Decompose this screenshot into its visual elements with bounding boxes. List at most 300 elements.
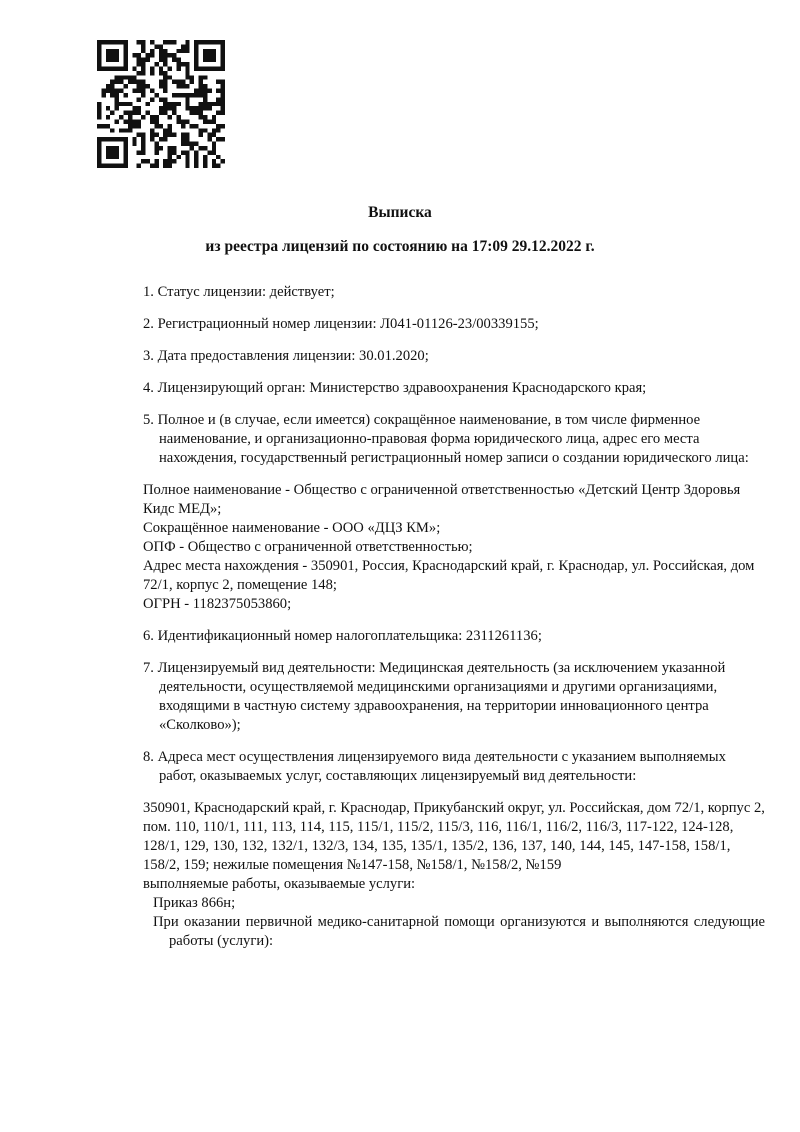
qr-module (128, 80, 132, 84)
qr-module (110, 111, 114, 115)
qr-module (194, 44, 198, 48)
qr-module (190, 111, 194, 115)
qr-module (97, 40, 101, 44)
qr-module (119, 75, 123, 79)
qr-module (159, 137, 163, 141)
works-label: выполняемые работы, оказываемые услуги: (143, 876, 416, 892)
qr-module (221, 97, 225, 101)
qr-module (176, 155, 180, 159)
qr-module (185, 159, 189, 163)
qr-module (159, 106, 163, 110)
qr-module (199, 40, 203, 44)
qr-module (185, 119, 189, 123)
qr-module (199, 66, 203, 70)
qr-module (212, 150, 216, 154)
qr-module (97, 44, 101, 48)
qr-module (115, 89, 119, 93)
qr-module (97, 66, 101, 70)
qr-module (154, 115, 158, 119)
qr-module (106, 137, 110, 141)
qr-module (137, 71, 141, 75)
qr-module (163, 80, 167, 84)
qr-module (97, 150, 101, 154)
qr-module (154, 164, 158, 168)
qr-module (128, 115, 132, 119)
qr-module (123, 84, 127, 88)
qr-module (203, 146, 207, 150)
qr-module (123, 93, 127, 97)
qr-module (106, 58, 110, 62)
qr-module (221, 93, 225, 97)
qr-module (115, 80, 119, 84)
qr-module (110, 66, 114, 70)
qr-module (141, 58, 145, 62)
qr-module (172, 40, 176, 44)
qr-module (163, 40, 167, 44)
qr-module (106, 106, 110, 110)
location-details (143, 799, 765, 951)
qr-module (159, 111, 163, 115)
qr-module (106, 40, 110, 44)
qr-module (172, 80, 176, 84)
qr-module (212, 49, 216, 53)
qr-module (185, 49, 189, 53)
qr-module (185, 155, 189, 159)
qr-module (119, 115, 123, 119)
qr-module (207, 66, 211, 70)
qr-module (115, 58, 119, 62)
qr-module (168, 128, 172, 132)
qr-module (97, 49, 101, 53)
qr-module (123, 49, 127, 53)
qr-module (203, 97, 207, 101)
qr-module (115, 40, 119, 44)
qr-module (163, 71, 167, 75)
qr-module (141, 71, 145, 75)
qr-module (168, 106, 172, 110)
qr-module (141, 133, 145, 137)
qr-module (106, 66, 110, 70)
qr-module (150, 133, 154, 137)
qr-module (106, 155, 110, 159)
qr-module (176, 93, 180, 97)
qr-module (154, 44, 158, 48)
qr-module (194, 66, 198, 70)
qr-module (221, 137, 225, 141)
qr-module (199, 111, 203, 115)
qr-module (216, 66, 220, 70)
qr-module (163, 84, 167, 88)
qr-module (203, 106, 207, 110)
qr-module (212, 119, 216, 123)
qr-module (141, 93, 145, 97)
qr-module (185, 102, 189, 106)
qr-module (194, 111, 198, 115)
qr-module (168, 40, 172, 44)
licensing-authority: 4. Лицензирующий орган: Министерство здравоохранения Краснодарского края; (143, 380, 647, 396)
qr-module (212, 146, 216, 150)
qr-module (159, 146, 163, 150)
qr-module (123, 164, 127, 168)
qr-module (185, 62, 189, 66)
qr-module (190, 124, 194, 128)
qr-module (141, 142, 145, 146)
qr-module (221, 80, 225, 84)
license-reg-number: 2. Регистрационный номер лицензии: Л041-01126-23/00339155; (143, 316, 539, 332)
qr-module (221, 102, 225, 106)
qr-module (176, 62, 180, 66)
qr-module (132, 124, 136, 128)
qr-module (176, 115, 180, 119)
qr-module (216, 155, 220, 159)
qr-module (150, 119, 154, 123)
qr-module (110, 93, 114, 97)
qr-module (190, 80, 194, 84)
qr-module (203, 164, 207, 168)
qr-module (212, 164, 216, 168)
qr-module (101, 137, 105, 141)
qr-module (123, 142, 127, 146)
qr-module (128, 128, 132, 132)
entity-opf: ОПФ - Общество с ограниченной ответственностью; (143, 539, 473, 555)
qr-module (97, 102, 101, 106)
qr-module (168, 53, 172, 57)
qr-module (207, 137, 211, 141)
entity-details (143, 481, 765, 614)
qr-module (176, 119, 180, 123)
qr-module (115, 106, 119, 110)
qr-module (141, 62, 145, 66)
qr-module (185, 93, 189, 97)
qr-module (150, 164, 154, 168)
qr-module (163, 106, 167, 110)
qr-module (194, 93, 198, 97)
qr-module (216, 128, 220, 132)
qr-module (207, 150, 211, 154)
qr-module (212, 53, 216, 57)
qr-module (199, 84, 203, 88)
qr-module (221, 84, 225, 88)
entity-short-name: Сокращённое наименование - ООО «ДЦЗ КМ»; (143, 520, 441, 536)
qr-module (141, 115, 145, 119)
qr-module (141, 150, 145, 154)
qr-module (123, 62, 127, 66)
qr-module (168, 115, 172, 119)
qr-module (221, 58, 225, 62)
qr-module (119, 102, 123, 106)
qr-module (123, 150, 127, 154)
qr-module (181, 49, 185, 53)
qr-module (141, 80, 145, 84)
qr-module (185, 75, 189, 79)
qr-module (97, 111, 101, 115)
qr-module (168, 164, 172, 168)
qr-module (137, 111, 141, 115)
qr-module (106, 53, 110, 57)
qr-module (172, 106, 176, 110)
qr-module (194, 124, 198, 128)
qr-module (190, 75, 194, 79)
licensed-activity: 7. Лицензируемый вид деятельности: Медицинская деятельность (за исключением указанной деятельности, осуществляемой медицинскими организациями и другими организациями, входящими в частную систему здравоохранения, на территории инновационного центра «Сколково»); (143, 660, 726, 733)
qr-module (97, 53, 101, 57)
qr-module (194, 150, 198, 154)
entity-address: Адрес места нахождения - 350901, Россия, Краснодарский край, г. Краснодар, ул. Российская, дом 72/1, корпус 2, помещение 148; (143, 558, 755, 593)
qr-module (141, 146, 145, 150)
qr-module (123, 111, 127, 115)
qr-module (119, 128, 123, 132)
qr-module (106, 164, 110, 168)
qr-module (172, 159, 176, 163)
qr-module (106, 150, 110, 154)
qr-module (194, 164, 198, 168)
qr-module (212, 40, 216, 44)
qr-module (137, 97, 141, 101)
qr-module (185, 164, 189, 168)
qr-module (132, 142, 136, 146)
document-title: Выписка (368, 204, 432, 221)
qr-module (115, 137, 119, 141)
qr-module (163, 102, 167, 106)
qr-module (154, 62, 158, 66)
qr-module (203, 119, 207, 123)
qr-module (185, 40, 189, 44)
qr-module (185, 97, 189, 101)
qr-module (132, 89, 136, 93)
qr-module (212, 102, 216, 106)
qr-module (194, 62, 198, 66)
qr-module (176, 84, 180, 88)
qr-module (207, 133, 211, 137)
qr-module (159, 80, 163, 84)
qr-module (159, 97, 163, 101)
qr-module (216, 89, 220, 93)
qr-module (141, 84, 145, 88)
qr-module (154, 150, 158, 154)
qr-module (203, 93, 207, 97)
qr-module (137, 53, 141, 57)
qr-module (185, 84, 189, 88)
qr-module (132, 66, 136, 70)
qr-module (115, 155, 119, 159)
qr-module (221, 111, 225, 115)
qr-module (221, 89, 225, 93)
qr-module (137, 80, 141, 84)
qr-module (203, 84, 207, 88)
qr-module (168, 133, 172, 137)
qr-module (137, 164, 141, 168)
qr-module (137, 150, 141, 154)
qr-module (123, 146, 127, 150)
qr-module (132, 53, 136, 57)
qr-module (194, 159, 198, 163)
qr-module (146, 53, 150, 57)
qr-module (212, 58, 216, 62)
qr-module (163, 137, 167, 141)
qr-module (172, 53, 176, 57)
location-address: 350901, Краснодарский край, г. Краснодар, Прикубанский округ, ул. Российская, дом 72/1, корпус 2, пом. 110, 110/1, 111, 113, 114, 115, 115/1, 115/2, 115/3, 116, 116/1, 116/2, 116/3, 117-122, 124-128, 128/1, 129, 130, 132, 132/1, 132/3, 134, 135, 135/1, 135/2, 136, 137, 140, 144, 145, 147-158, 158/1, 158/2, 159; нежилые помещения №147-158, №158/1, №158/2, №159 (143, 800, 765, 873)
qr-module (203, 75, 207, 79)
qr-module (115, 97, 119, 101)
qr-module (150, 89, 154, 93)
qr-module (216, 102, 220, 106)
qr-module (97, 115, 101, 119)
qr-module (97, 155, 101, 159)
qr-module (150, 49, 154, 53)
qr-module (181, 133, 185, 137)
qr-module (128, 124, 132, 128)
qr-module (212, 159, 216, 163)
qr-module (168, 66, 172, 70)
qr-module (150, 115, 154, 119)
qr-module (181, 124, 185, 128)
qr-module (163, 49, 167, 53)
qr-module (132, 111, 136, 115)
qr-module (137, 124, 141, 128)
qr-module (194, 89, 198, 93)
qr-module (216, 80, 220, 84)
qr-module (132, 75, 136, 79)
qr-module (132, 80, 136, 84)
qr-module (106, 89, 110, 93)
qr-module (137, 119, 141, 123)
qr-module (199, 89, 203, 93)
qr-module (141, 40, 145, 44)
taxpayer-id: 6. Идентификационный номер налогоплательщика: 2311261136; (143, 628, 542, 644)
qr-module (141, 137, 145, 141)
qr-module (106, 124, 110, 128)
qr-module (203, 102, 207, 106)
qr-module (221, 49, 225, 53)
qr-module (110, 40, 114, 44)
qr-module (199, 128, 203, 132)
qr-module (123, 53, 127, 57)
qr-module (207, 58, 211, 62)
entity-heading: 5. Полное и (в случае, если имеется) сокращённое наименование, в том числе фирменное наименование, и организационно-правовая форма юридического лица, адрес его места нахождения, государственный регистрационный номер записи о создании юридического лица: (143, 412, 749, 466)
qr-module (212, 115, 216, 119)
qr-module (163, 164, 167, 168)
qr-module (97, 159, 101, 163)
qr-module (221, 159, 225, 163)
qr-module (163, 128, 167, 132)
qr-module (123, 75, 127, 79)
qr-module (190, 93, 194, 97)
qr-module (181, 142, 185, 146)
qr-module (110, 137, 114, 141)
qr-module (146, 58, 150, 62)
qr-module (163, 133, 167, 137)
qr-module (168, 159, 172, 163)
qr-module (159, 58, 163, 62)
order-reference: Приказ 866н; (153, 895, 236, 911)
qr-module (172, 111, 176, 115)
qr-module (221, 124, 225, 128)
qr-module (203, 49, 207, 53)
license-date: 3. Дата предоставления лицензии: 30.01.2020; (143, 348, 429, 364)
qr-module (221, 62, 225, 66)
qr-module (185, 106, 189, 110)
qr-module (154, 124, 158, 128)
qr-module (176, 66, 180, 70)
qr-module (137, 89, 141, 93)
qr-module (110, 53, 114, 57)
qr-module (221, 66, 225, 70)
qr-module (185, 71, 189, 75)
qr-module (101, 93, 105, 97)
qr-module (172, 102, 176, 106)
qr-module (221, 53, 225, 57)
qr-module (168, 102, 172, 106)
qr-module (190, 106, 194, 110)
qr-module (203, 89, 207, 93)
qr-module (132, 106, 136, 110)
qr-module (203, 40, 207, 44)
qr-module (97, 58, 101, 62)
qr-module (97, 146, 101, 150)
qr-module (123, 137, 127, 141)
qr-module (119, 137, 123, 141)
qr-module (137, 133, 141, 137)
qr-module (163, 97, 167, 101)
qr-module (141, 44, 145, 48)
qr-module (199, 133, 203, 137)
qr-module (194, 155, 198, 159)
qr-module (199, 146, 203, 150)
qr-module (181, 150, 185, 154)
qr-module (163, 89, 167, 93)
qr-module (190, 142, 194, 146)
qr-module (119, 164, 123, 168)
qr-module (128, 111, 132, 115)
qr-code-image (97, 40, 225, 168)
qr-module (176, 49, 180, 53)
qr-module (185, 133, 189, 137)
qr-module (123, 102, 127, 106)
qr-module (159, 44, 163, 48)
qr-module (141, 159, 145, 163)
qr-module (115, 75, 119, 79)
entity-ogrn: ОГРН - 1182375053860; (143, 596, 292, 612)
qr-module (115, 49, 119, 53)
qr-module (146, 84, 150, 88)
qr-module (137, 62, 141, 66)
qr-module (150, 97, 154, 101)
qr-module (110, 80, 114, 84)
qr-module (163, 111, 167, 115)
qr-module (154, 159, 158, 163)
qr-module (212, 128, 216, 132)
qr-module (216, 124, 220, 128)
qr-module (115, 53, 119, 57)
qr-module (110, 155, 114, 159)
qr-module (216, 137, 220, 141)
qr-module (163, 58, 167, 62)
qr-module (159, 124, 163, 128)
document-body (143, 283, 765, 964)
qr-module (203, 159, 207, 163)
qr-module (203, 115, 207, 119)
qr-module (101, 40, 105, 44)
qr-module (181, 80, 185, 84)
qr-module (216, 111, 220, 115)
qr-module (194, 142, 198, 146)
qr-module (115, 146, 119, 150)
qr-module (132, 119, 136, 123)
qr-module (119, 89, 123, 93)
qr-module (119, 40, 123, 44)
qr-module (172, 150, 176, 154)
qr-module (110, 58, 114, 62)
qr-module (123, 159, 127, 163)
